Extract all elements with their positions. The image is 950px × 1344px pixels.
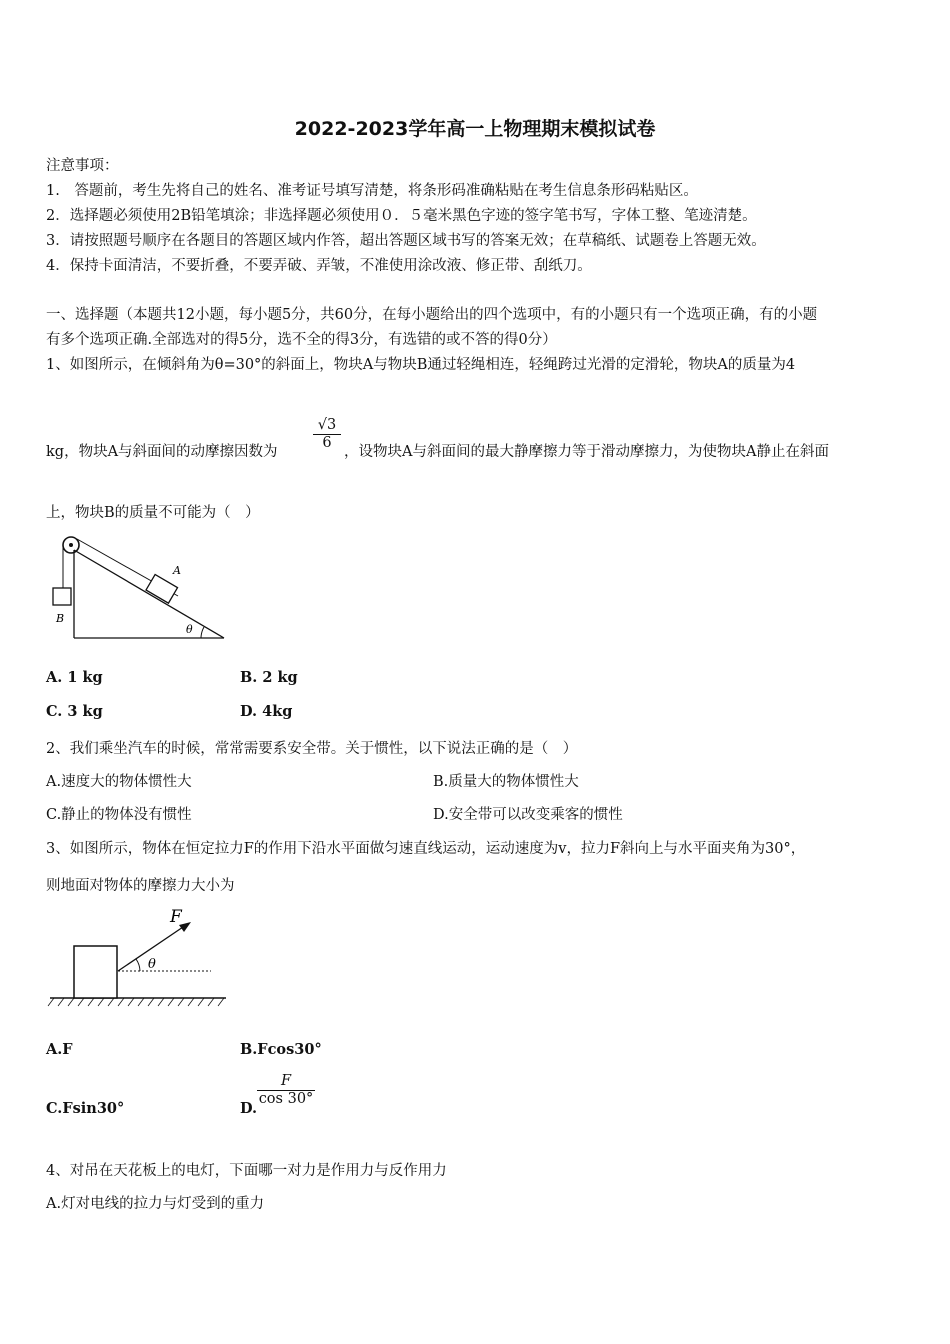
incline-slope [74,550,224,638]
section-instructions: 有多个选项正确.全部选对的得5分，选不全的得3分，有选错的或不答的得0分） [46,332,557,348]
option-a[interactable]: A.F [46,1041,73,1058]
fraction-denominator: cos 30° [258,1091,314,1107]
option-c[interactable]: C. 3 kg [46,703,103,720]
angle-theta-label: θ [186,623,193,636]
notice-heading: 注意事项： [46,158,119,174]
option-a[interactable]: A.速度大的物体惯性大 [46,774,192,790]
notice-item: 2．选择题必须使用2B铅笔填涂；非选择题必须使用０．５毫米黑色字迹的签字笔书写，字体工整、笔迹清楚。 [46,208,757,224]
option-d[interactable]: D. 4kg [240,703,293,720]
option-b[interactable]: B.Fcos30° [240,1041,322,1058]
question-1-stem: ，设物块A与斜面间的最大静摩擦力等于滑动摩擦力，为使物块A静止在斜面 [344,444,829,460]
fraction-numerator: F [257,1073,315,1091]
option-b[interactable]: B.质量大的物体惯性大 [433,774,579,790]
option-a[interactable]: A.灯对电线的拉力与灯受到的重力 [46,1196,265,1212]
fraction-numerator: √3 [313,417,341,435]
block-b [53,588,71,605]
question-1-stem: 1、如图所示，在倾斜角为θ=30°的斜面上，物块A与物块B通过轻绳相连，轻绳跨过光滑的定滑轮，物块A的质量为4 [46,357,796,373]
notice-item: 4．保持卡面清洁，不要折叠，不要弄破、弄皱，不准使用涂改液、修正带、刮纸刀。 [46,258,592,274]
fraction-denominator: 6 [322,435,332,451]
question-4-stem: 4、对吊在天花板上的电灯，下面哪一对力是作用力与反作用力 [46,1163,447,1179]
option-d[interactable]: D.安全带可以改变乘客的惯性 [433,807,623,823]
option-c[interactable]: C.静止的物体没有惯性 [46,807,192,823]
friction-coefficient-fraction [313,417,341,451]
block-a-label: A [173,564,181,577]
option-c[interactable]: C.Fsin30° [46,1100,125,1117]
question-3-stem: 3、如图所示，物体在恒定拉力F的作用下沿水平面做匀速直线运动，运动速度为v，拉力F斜向上与水平面夹角为30°， [46,841,806,857]
block-b-label: B [56,612,65,625]
question-3-stem: 则地面对物体的摩擦力大小为 [46,878,235,894]
incline-pulley-figure [44,530,229,645]
block-a [146,575,178,604]
option-a[interactable]: A. 1 kg [46,669,103,686]
block [74,946,117,998]
question-1-stem: 上，物块B的质量不可能为（ ） [46,505,260,521]
option-d-fraction [257,1073,315,1107]
force-block-figure [46,902,231,1010]
page-title: 2022-2023学年高一上物理期末模拟试卷 [294,118,656,140]
force-label: F [170,907,182,927]
section-instructions: 一、选择题（本题共12小题，每小题5分，共60分，在每小题给出的四个选项中，有的小题只有一个选项正确，有的小题 [46,307,818,323]
option-b[interactable]: B. 2 kg [240,669,298,686]
notice-item: 3．请按照题号顺序在各题目的答题区域内作答，超出答题区域书写的答案无效；在草稿纸、试题卷上答题无效。 [46,233,766,249]
question-1-stem: kg，物块A与斜面间的动摩擦因数为 [46,444,278,460]
option-d[interactable]: D. [240,1100,258,1117]
question-2-stem: 2、我们乘坐汽车的时候，常常需要系安全带。关于惯性，以下说法正确的是（ ） [46,741,578,757]
ground-hatching [48,998,224,1006]
notice-item: 1. 答题前，考生先将自己的姓名、准考证号填写清楚，将条形码准确粘贴在考生信息条形码粘贴区。 [46,183,698,199]
angle-theta-label: θ [148,957,156,972]
